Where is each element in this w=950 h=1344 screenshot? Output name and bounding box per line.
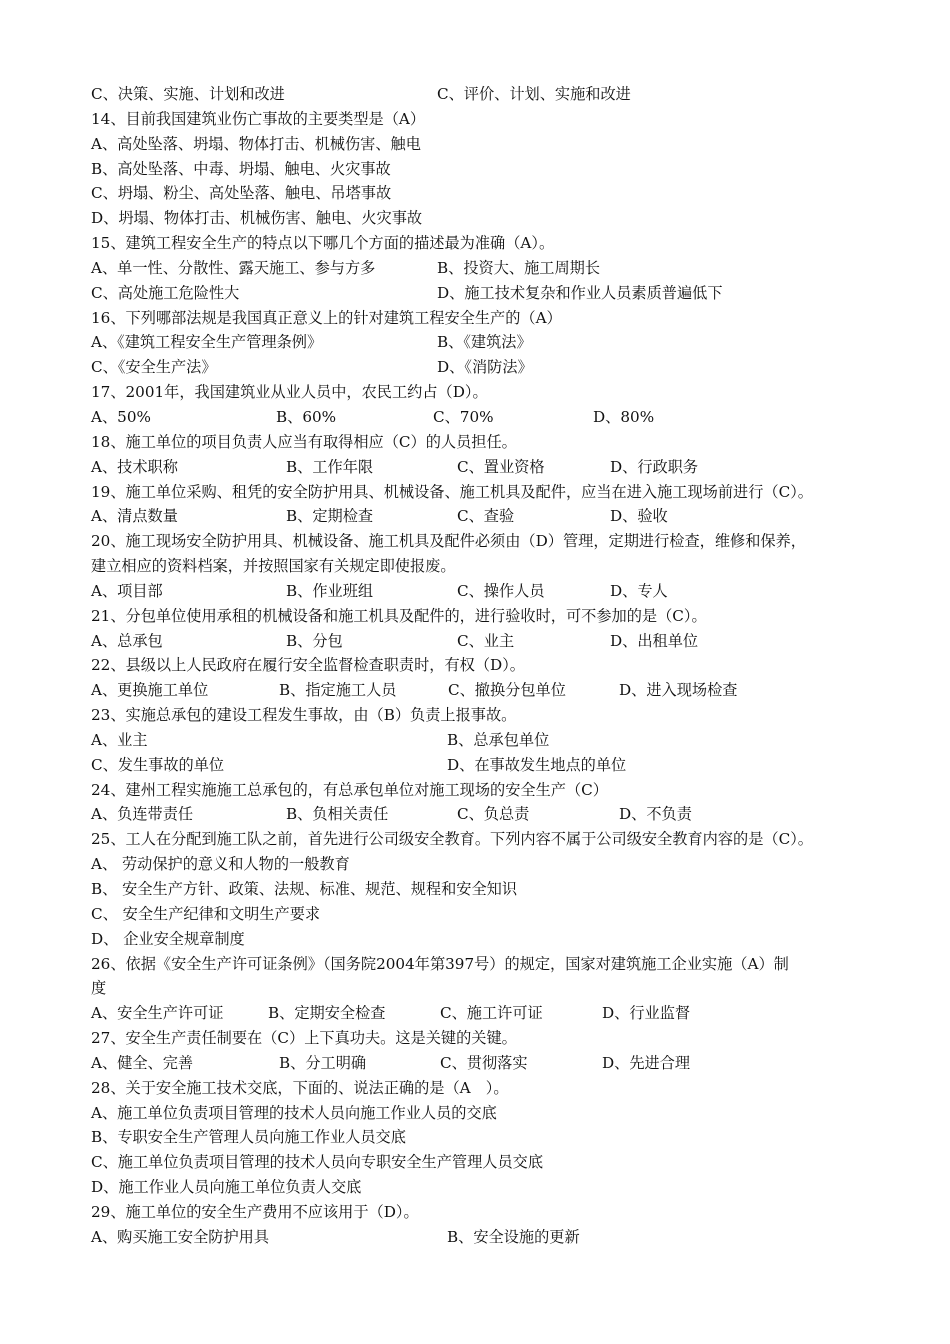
question-text: 24、建州工程实施施工总承包的，有总承包单位对施工现场的安全生产（C） — [91, 780, 608, 799]
answer-text: C、坍塌、粉尘、高处坠落、触电、吊塔事故 — [91, 184, 392, 203]
answer-option: D、进入现场检查 — [619, 681, 738, 700]
answer-option: D、不负责 — [619, 805, 692, 824]
question-text: 14、目前我国建筑业伤亡事故的主要类型是（A） — [91, 109, 426, 128]
answer-option: B、指定施工人员 — [279, 681, 397, 700]
answer-option: A、《建筑工程安全生产管理条例》 — [91, 333, 323, 352]
option-row — [91, 355, 871, 380]
answer-option: C、撤换分包单位 — [448, 681, 566, 700]
answer-option: B、负相关责任 — [286, 805, 389, 824]
answer-option: D、专人 — [610, 581, 668, 600]
answer-option: D、验收 — [610, 507, 668, 526]
answer-option: C、决策、实施、计划和改进 — [91, 85, 285, 103]
answer-text: A、高处坠落、坍塌、物体打击、机械伤害、触电 — [91, 134, 421, 153]
answer-text: 建立相应的资料档案，并按照国家有关规定即使报废。 — [91, 557, 456, 576]
answer-option: D、先进合理 — [602, 1053, 691, 1072]
option-row — [91, 579, 871, 604]
answer-text: D、施工作业人员向施工单位负责人交底 — [91, 1178, 362, 1197]
answer-option: C、《安全生产法》 — [91, 358, 217, 377]
question-text: 22、县级以上人民政府在履行安全监督检查职责时，有权（D）。 — [91, 656, 525, 675]
answer-option: B、工作年限 — [286, 457, 374, 476]
answer-option: D、行业监督 — [602, 1004, 691, 1023]
answer-text: B、专职安全生产管理人员向施工作业人员交底 — [91, 1128, 406, 1147]
option-row — [91, 82, 871, 107]
answer-option: B、分包 — [286, 631, 343, 650]
answer-text: B、 安全生产方针、政策、法规、标准、规范、规程和安全知识 — [91, 880, 518, 898]
answer-text: A、 劳动保护的意义和人物的一般教育 — [91, 855, 350, 874]
option-row — [91, 330, 871, 355]
question-text: 23、实施总承包的建设工程发生事故，由（B）负责上报事故。 — [91, 706, 517, 725]
answer-option: C、施工许可证 — [440, 1004, 543, 1023]
answer-option: C、查验 — [457, 507, 515, 526]
option-row — [91, 753, 871, 778]
option-row — [91, 678, 871, 703]
answer-option: B、总承包单位 — [447, 730, 550, 749]
answer-option: B、60% — [276, 407, 337, 426]
question-text: 28、关于安全施工技术交底，下面的、说法正确的是（A ）。 — [91, 1078, 509, 1097]
option-row — [91, 802, 871, 827]
answer-option: C、操作人员 — [457, 581, 545, 600]
answer-option: A、技术职称 — [91, 457, 178, 476]
answer-option: D、行政职务 — [610, 457, 699, 476]
option-row — [91, 728, 871, 753]
question-text: 17、2001年，我国建筑业从业人员中，农民工约占（D）。 — [91, 383, 488, 402]
answer-text: C、 安全生产纪律和文明生产要求 — [91, 904, 321, 923]
answer-option: C、发生事故的单位 — [91, 755, 225, 774]
document-page — [91, 82, 871, 1250]
answer-option: C、业主 — [457, 631, 515, 650]
option-row — [91, 1051, 871, 1076]
answer-option: A、更换施工单位 — [91, 681, 209, 700]
answer-option: A、总承包 — [91, 631, 163, 650]
answer-option: D、《消防法》 — [437, 358, 533, 377]
answer-option: B、安全设施的更新 — [447, 1227, 580, 1246]
answer-text: 度 — [91, 979, 107, 998]
answer-option: A、健全、完善 — [91, 1053, 194, 1072]
answer-option: C、评价、计划、实施和改进 — [437, 85, 631, 103]
answer-text: D、 企业安全规章制度 — [91, 929, 245, 948]
option-row — [91, 504, 871, 529]
answer-option: B、投资大、施工周期长 — [437, 258, 601, 277]
question-text: 16、下列哪部法规是我国真正意义上的针对建筑工程安全生产的（A） — [91, 308, 562, 327]
answer-option: C、负总责 — [457, 805, 530, 824]
answer-text: D、坍塌、物体打击、机械伤害、触电、火灾事故 — [91, 209, 423, 228]
option-row — [91, 1001, 871, 1026]
answer-option: B、《建筑法》 — [437, 333, 532, 352]
answer-option: B、定期安全检查 — [268, 1004, 386, 1023]
option-row — [91, 281, 871, 306]
question-text: 21、分包单位使用承租的机械设备和施工机具及配件的，进行验收时，可不参加的是（C）。 — [91, 606, 707, 625]
question-text: 18、施工单位的项目负责人应当有取得相应（C）的人员担任。 — [91, 432, 517, 451]
answer-option: A、业主 — [91, 730, 148, 749]
question-text: 19、施工单位采购、租凭的安全防护用具、机械设备、施工机具及配件，应当在进入施工现场前进行（C）。 — [91, 482, 813, 501]
question-text: 20、施工现场安全防护用具、机械设备、施工机具及配件必须由（D）管理，定期进行检查，维修和保养， — [91, 532, 806, 551]
answer-option: A、50% — [91, 407, 151, 426]
answer-option: A、清点数量 — [91, 507, 178, 526]
question-text: 27、安全生产责任制要在（C）上下真功夫。这是关键的关键。 — [91, 1029, 517, 1048]
answer-option: D、在事故发生地点的单位 — [447, 755, 627, 774]
answer-option: A、项目部 — [91, 581, 163, 600]
question-text: 26、依据《安全生产许可证条例》（国务院2004年第397号）的规定，国家对建筑施工企业实施（A）制 — [91, 954, 789, 973]
question-text: 25、工人在分配到施工队之前，首先进行公司级安全教育。下列内容不属于公司级安全教育内容的是（C）。 — [91, 830, 813, 849]
answer-option: B、定期检查 — [286, 507, 374, 526]
option-row — [91, 1225, 871, 1250]
option-row — [91, 629, 871, 654]
answer-option: C、贯彻落实 — [440, 1053, 528, 1072]
answer-text: C、施工单位负责项目管理的技术人员向专职安全生产管理人员交底 — [91, 1153, 544, 1172]
answer-option: D、出租单位 — [610, 631, 699, 650]
answer-option: A、负连带责任 — [91, 805, 194, 824]
question-text: 29、施工单位的安全生产费用不应该用于（D）。 — [91, 1202, 419, 1221]
answer-option: C、70% — [433, 407, 494, 426]
answer-option: A、购买施工安全防护用具 — [91, 1227, 270, 1246]
answer-option: B、分工明确 — [279, 1053, 367, 1072]
option-row — [91, 256, 871, 281]
answer-option: D、施工技术复杂和作业人员素质普遍低下 — [437, 283, 723, 302]
answer-option: B、作业班组 — [286, 581, 374, 600]
answer-option: C、高处施工危险性大 — [91, 283, 240, 302]
question-text: 15、建筑工程安全生产的特点以下哪几个方面的描述最为准确（A）。 — [91, 234, 555, 253]
answer-option: A、安全生产许可证 — [91, 1004, 224, 1023]
answer-text: B、高处坠落、中毒、坍塌、触电、火灾事故 — [91, 159, 391, 178]
option-row — [91, 455, 871, 480]
answer-option: A、单一性、分散性、露天施工、参与方多 — [91, 258, 376, 277]
answer-text: A、施工单位负责项目管理的技术人员向施工作业人员的交底 — [91, 1103, 497, 1122]
answer-option: D、80% — [593, 407, 655, 426]
option-row — [91, 405, 871, 430]
answer-option: C、置业资格 — [457, 457, 545, 476]
